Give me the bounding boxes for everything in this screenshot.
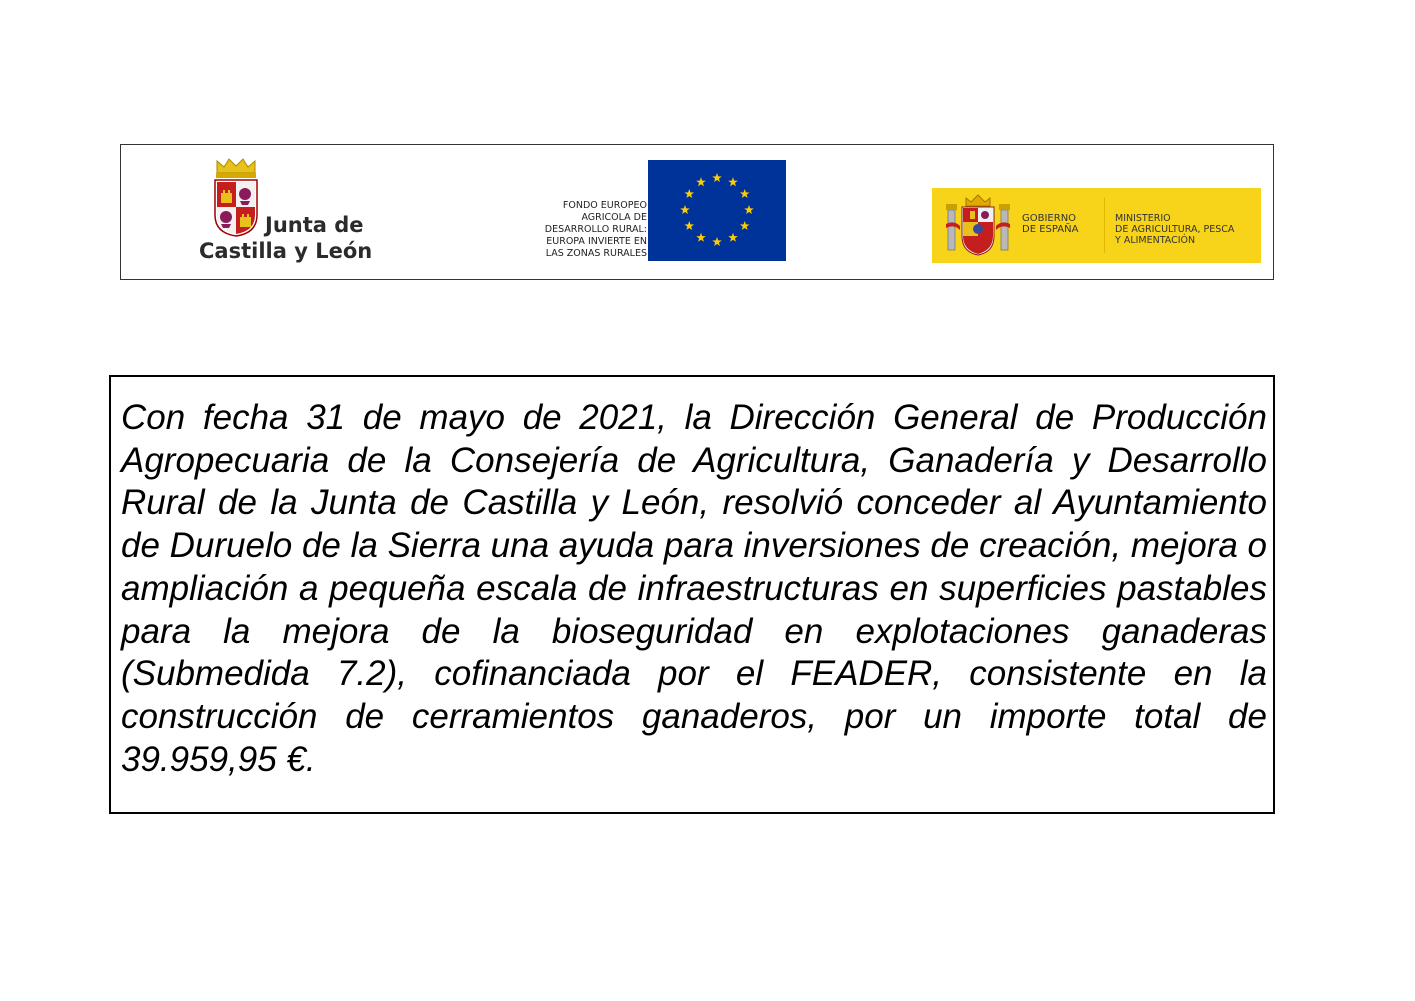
eu-flag-icon xyxy=(648,160,786,261)
jcyl-coat-of-arms-icon xyxy=(213,157,259,237)
jcyl-logo xyxy=(199,157,399,269)
feader-caption-line: FONDO EUROPEO xyxy=(562,200,647,211)
spain-coat-of-arms-icon xyxy=(946,194,1010,256)
feader-caption xyxy=(517,200,647,260)
notice-text: Con fecha 31 de mayo de 2021, la Dirección General de Producción Agropecuaria de la Consejería de Agricultura, Ganadería y Desarrollo Rural de la Junta de Castilla y León, resolvió conceder al Ayuntamiento de Duruelo de la Sierra una ayuda para inversiones de creación, mejora o ampliación a pequeña escala de infraestructuras en superficies pastables para la mejora de la bioseguridad en explotaciones ganaderas (Submedida 7.2), cofinanciada por el FEADER, consistente en la construcción de cerramientos ganaderos, por un importe total de 39.959,95 €. xyxy=(121,398,1267,779)
ministerio-label-line: MINISTERIO xyxy=(1115,213,1171,224)
gobierno-label-line: DE ESPAÑA xyxy=(1022,224,1079,235)
logo-divider xyxy=(1104,198,1105,253)
notice-box xyxy=(109,375,1275,814)
feader-caption-line: AGRICOLA DE xyxy=(581,212,647,223)
logo-banner xyxy=(120,144,1274,280)
feader-caption-line: LAS ZONAS RURALES xyxy=(545,248,647,259)
jcyl-logo-line2: Castilla y León xyxy=(199,239,373,263)
jcyl-logo-line1: Junta de xyxy=(265,213,364,237)
feader-caption-line: EUROPA INVIERTE EN xyxy=(546,236,647,247)
gobierno-label-line: GOBIERNO xyxy=(1022,213,1077,224)
ministerio-label xyxy=(1115,213,1234,246)
spain-government-logo xyxy=(932,188,1261,263)
ministerio-label-line: Y ALIMENTACIÓN xyxy=(1115,235,1196,246)
feader-caption-line: DESARROLLO RURAL: xyxy=(544,224,647,235)
ministerio-label-line: DE AGRICULTURA, PESCA xyxy=(1115,224,1235,235)
gobierno-label xyxy=(1022,213,1078,235)
